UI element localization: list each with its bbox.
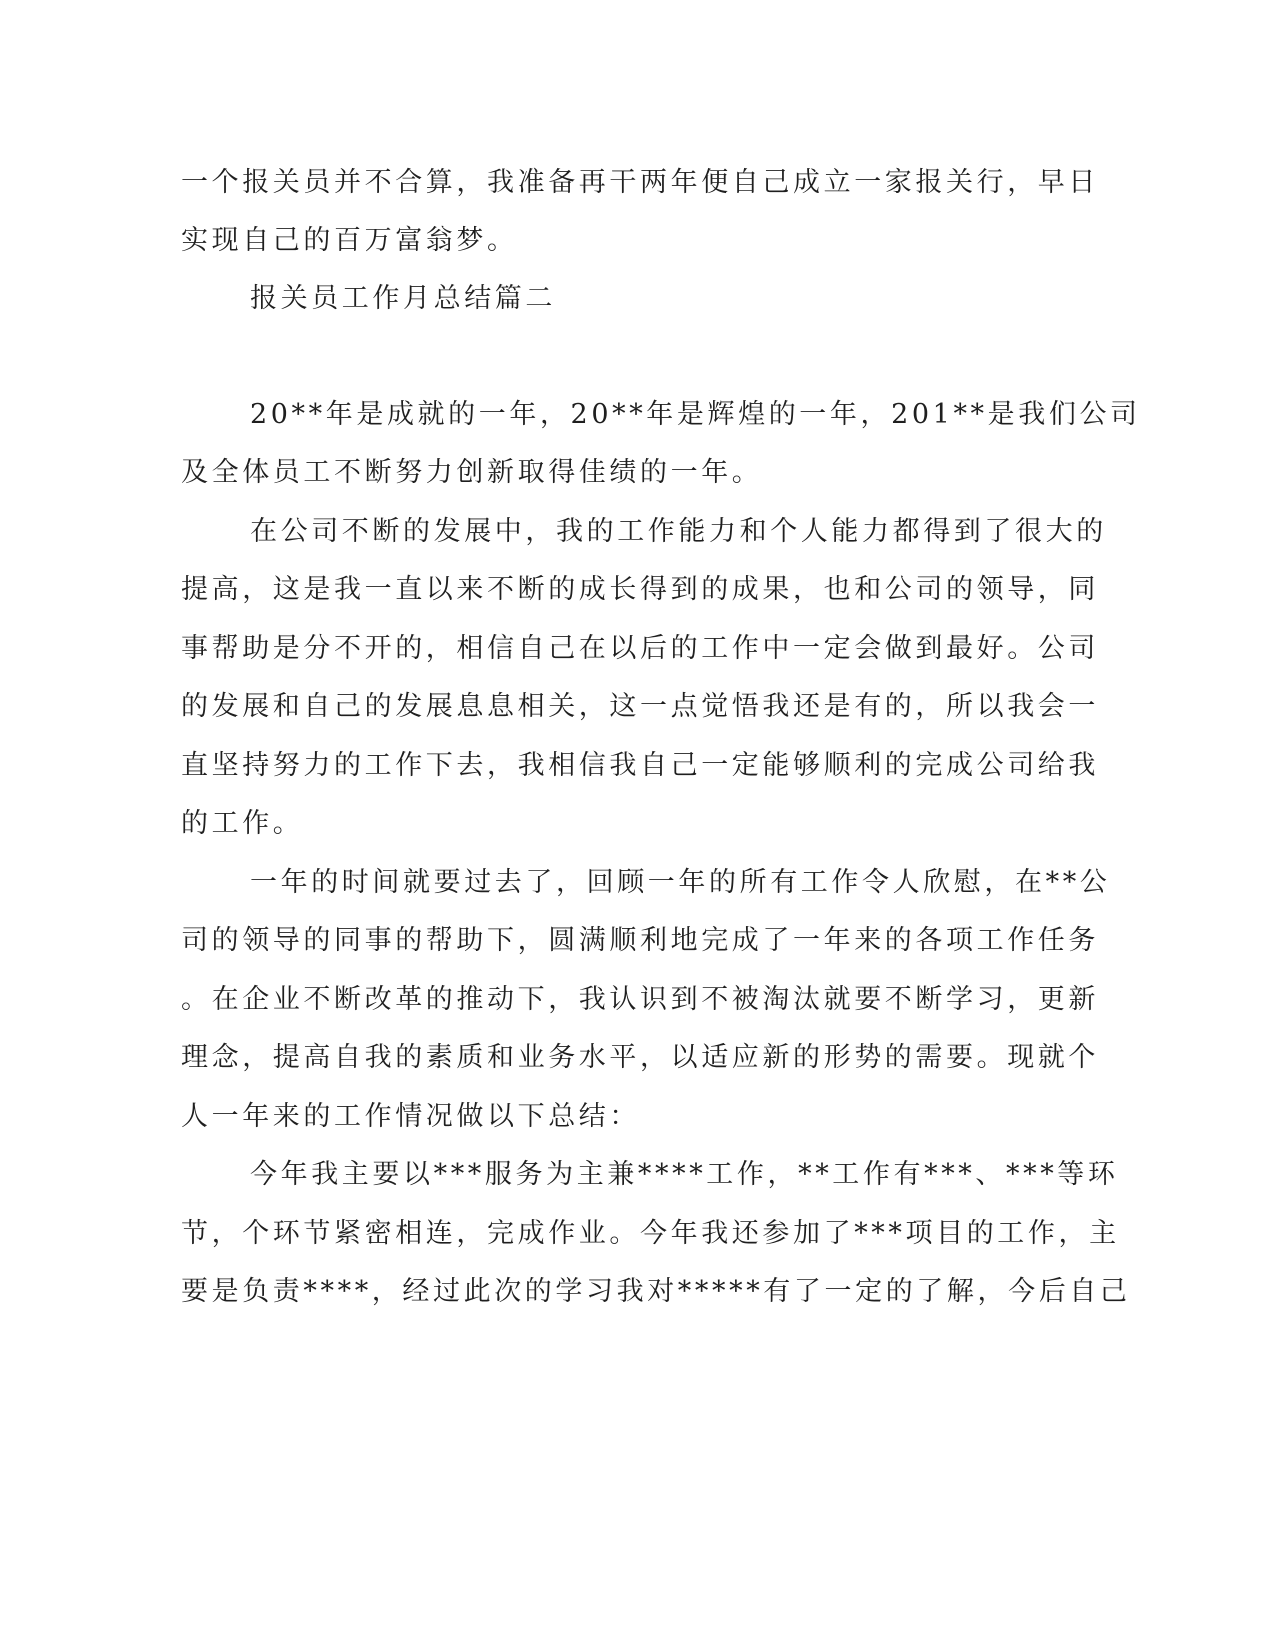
section-heading: 报关员工作月总结篇二 — [250, 283, 556, 314]
text-line: 。在企业不断改革的推动下，我认识到不被淘汰就要不断学习，更新 — [181, 984, 1099, 1015]
text-line: 一个报关员并不合算，我准备再干两年便自己成立一家报关行，早日 — [181, 167, 1099, 198]
text-line: 在公司不断的发展中，我的工作能力和个人能力都得到了很大的 — [250, 516, 1107, 547]
text-line: 节，个环节紧密相连，完成作业。今年我还参加了***项目的工作，主 — [181, 1218, 1120, 1249]
text-line: 及全体员工不断努力创新取得佳绩的一年。 — [181, 457, 763, 488]
text-line: 今年我主要以***服务为主兼****工作，**工作有***、***等环 — [250, 1159, 1119, 1190]
text-line: 要是负责****，经过此次的学习我对*****有了一定的了解，今后自己 — [181, 1276, 1131, 1307]
text-line: 理念，提高自我的素质和业务水平，以适应新的形势的需要。现就个 — [181, 1042, 1099, 1073]
text-line: 的工作。 — [181, 808, 304, 839]
text-line: 提高，这是我一直以来不断的成长得到的成果，也和公司的领导，同 — [181, 574, 1099, 605]
text-line: 直坚持努力的工作下去，我相信我自己一定能够顺利的完成公司给我 — [181, 750, 1099, 781]
text-line: 一年的时间就要过去了，回顾一年的所有工作令人欣慰，在**公 — [250, 867, 1111, 898]
text-line: 司的领导的同事的帮助下，圆满顺利地完成了一年来的各项工作任务 — [181, 925, 1099, 956]
text-line: 20**年是成就的一年，20**年是辉煌的一年，201**是我们公司 — [250, 399, 1141, 430]
text-line: 实现自己的百万富翁梦。 — [181, 225, 518, 256]
text-line: 人一年来的工作情况做以下总结： — [181, 1101, 640, 1132]
text-line: 事帮助是分不开的，相信自己在以后的工作中一定会做到最好。公司 — [181, 633, 1099, 664]
text-line: 的发展和自己的发展息息相关，这一点觉悟我还是有的，所以我会一 — [181, 691, 1099, 722]
